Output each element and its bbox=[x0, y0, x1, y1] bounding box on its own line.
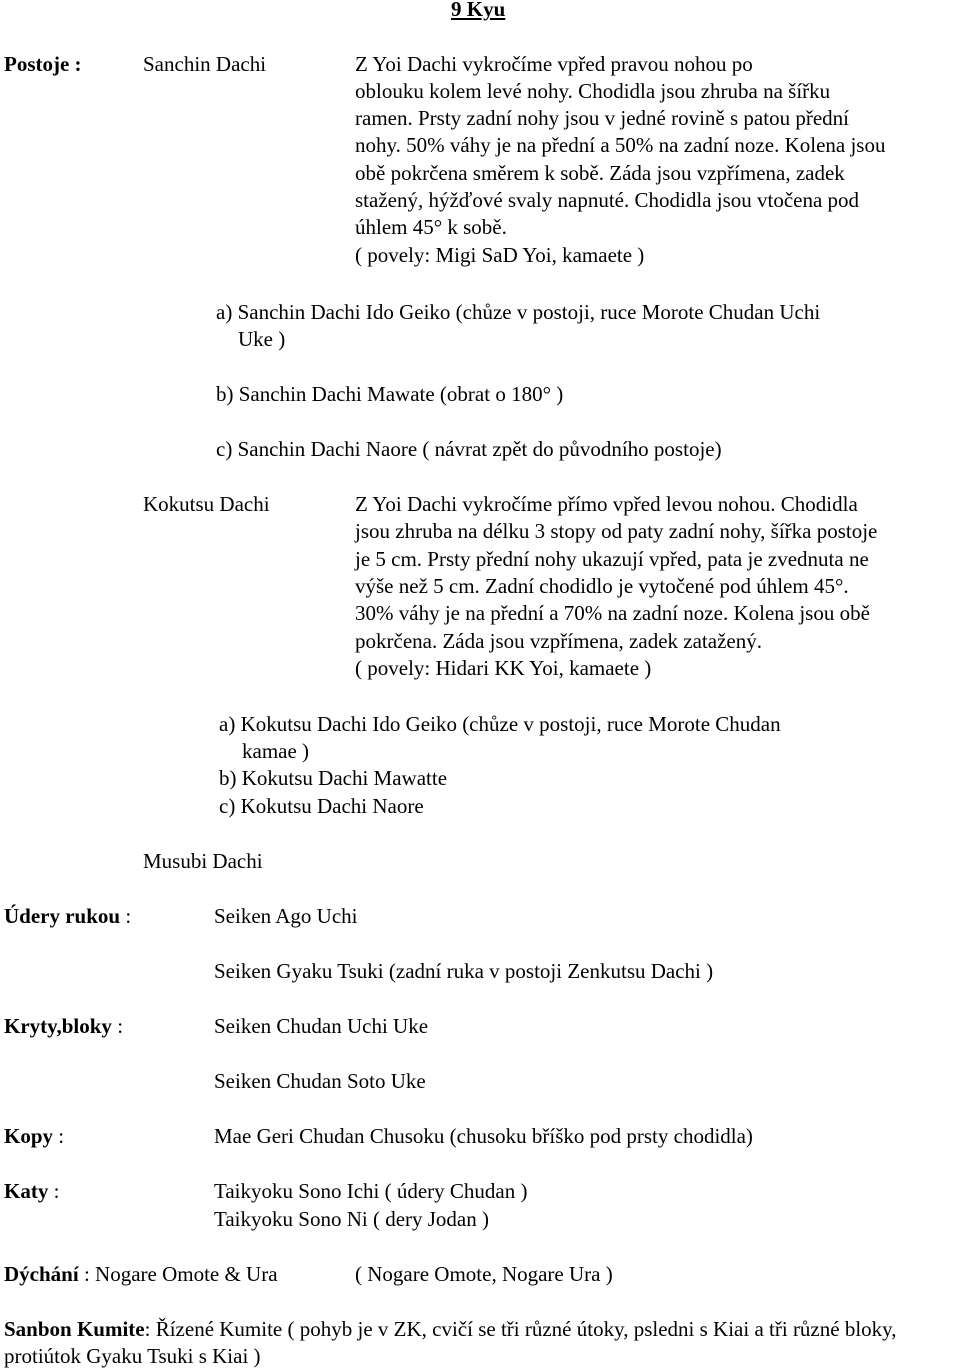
page-title: 9 Kyu bbox=[451, 0, 506, 21]
technique-item: Mae Geri Chudan Chusoku (chusoku bříško pod prsty chodidla) bbox=[214, 1124, 753, 1148]
stance-name-kokutsu: Kokutsu Dachi bbox=[143, 492, 270, 516]
exercise-a-continuation: kamae ) bbox=[242, 739, 310, 763]
technique-item: Seiken Ago Uchi bbox=[214, 904, 358, 928]
exercise-c: c) Kokutsu Dachi Naore bbox=[219, 794, 424, 818]
description-line: stažený, hýžďové svaly napnuté. Chodidla jsou vtočena pod bbox=[355, 188, 860, 212]
label-rest: : bbox=[48, 1179, 60, 1203]
label-rest: : bbox=[111, 1014, 124, 1038]
kumite-description: : Řízené Kumite ( pohyb je v ZK, cvičí se tři různé útoky, psledni s Kiai a tři různé bloky, protiútok Gyaku Tsuki s Kiai ) bbox=[4, 1317, 897, 1369]
exercise-b: b) Kokutsu Dachi Mawatte bbox=[219, 766, 448, 790]
kata-item: Taikyoku Sono Ni ( dery Jodan ) bbox=[214, 1207, 489, 1231]
commands-line: ( povely: Migi SaD Yoi, kamaete ) bbox=[355, 243, 645, 267]
stance-name-musubi: Musubi Dachi bbox=[143, 849, 263, 873]
section-label-kryty bbox=[4, 1013, 123, 1040]
exercise-c: c) Sanchin Dachi Naore ( návrat zpět do původního postoje) bbox=[216, 437, 722, 461]
description-line: oblouku kolem levé nohy. Chodidla jsou zhruba na šířku bbox=[355, 79, 831, 103]
kata-item: Taikyoku Sono Ichi ( údery Chudan ) bbox=[214, 1179, 528, 1203]
exercise-a: a) Kokutsu Dachi Ido Geiko (chůze v postoji, ruce Morote Chudan bbox=[219, 712, 781, 736]
section-label-udery bbox=[4, 903, 131, 930]
section-label-katy bbox=[4, 1178, 59, 1205]
description-line: pokrčena. Záda jsou vzpřímena, zadek zatažený. bbox=[355, 629, 762, 653]
description-line: výše než 5 cm. Zadní chodidlo je vytočené pod úhlem 45°. bbox=[355, 574, 849, 598]
label-rest: : bbox=[120, 904, 132, 928]
section-label-postoje: Postoje : bbox=[4, 52, 82, 76]
section-label-dychani bbox=[4, 1261, 278, 1288]
label-rest: : Nogare Omote & Ura bbox=[78, 1262, 278, 1286]
description-line: 30% váhy je na přední a 70% na zadní noze. Kolena jsou obě bbox=[355, 601, 870, 625]
label-bold: Dýchání bbox=[4, 1262, 79, 1286]
description-line: Z Yoi Dachi vykročíme přímo vpřed levou nohou. Chodidla bbox=[355, 492, 858, 516]
description-line: nohy. 50% váhy je na přední a 50% na zadní noze. Kolena jsou bbox=[355, 133, 886, 157]
breathing-detail: ( Nogare Omote, Nogare Ura ) bbox=[355, 1262, 613, 1286]
description-line: Z Yoi Dachi vykročíme vpřed pravou nohou po bbox=[355, 52, 753, 76]
description-line: jsou zhruba na délku 3 stopy od paty zadní nohy, šířka postoje bbox=[355, 519, 878, 543]
description-line: obě pokrčena směrem k sobě. Záda jsou vzpřímena, zadek bbox=[355, 161, 845, 185]
section-sanbon-kumite bbox=[4, 1316, 956, 1371]
exercise-a-continuation: Uke ) bbox=[238, 327, 286, 351]
exercise-b: b) Sanchin Dachi Mawate (obrat o 180° ) bbox=[216, 382, 564, 406]
commands-line: ( povely: Hidari KK Yoi, kamaete ) bbox=[355, 656, 652, 680]
label-bold: Údery rukou bbox=[4, 904, 121, 928]
label-rest: : bbox=[53, 1124, 65, 1148]
description-line: úhlem 45° k sobě. bbox=[355, 215, 507, 239]
label-bold: Sanbon Kumite bbox=[4, 1317, 145, 1341]
technique-item: Seiken Gyaku Tsuki (zadní ruka v postoji Zenkutsu Dachi ) bbox=[214, 959, 714, 983]
section-label-kopy bbox=[4, 1123, 64, 1150]
description-line: je 5 cm. Prsty přední nohy ukazují vpřed, pata je zvednuta ne bbox=[355, 547, 869, 571]
label-bold: Katy bbox=[4, 1179, 49, 1203]
technique-item: Seiken Chudan Soto Uke bbox=[214, 1069, 426, 1093]
label-bold: Kopy bbox=[4, 1124, 54, 1148]
exercise-a: a) Sanchin Dachi Ido Geiko (chůze v postoji, ruce Morote Chudan Uchi bbox=[216, 300, 821, 324]
technique-item: Seiken Chudan Uchi Uke bbox=[214, 1014, 429, 1038]
label-bold: Kryty,bloky bbox=[4, 1014, 112, 1038]
description-line: ramen. Prsty zadní nohy jsou v jedné rovině s patou přední bbox=[355, 106, 849, 130]
stance-name-sanchin: Sanchin Dachi bbox=[143, 52, 267, 76]
